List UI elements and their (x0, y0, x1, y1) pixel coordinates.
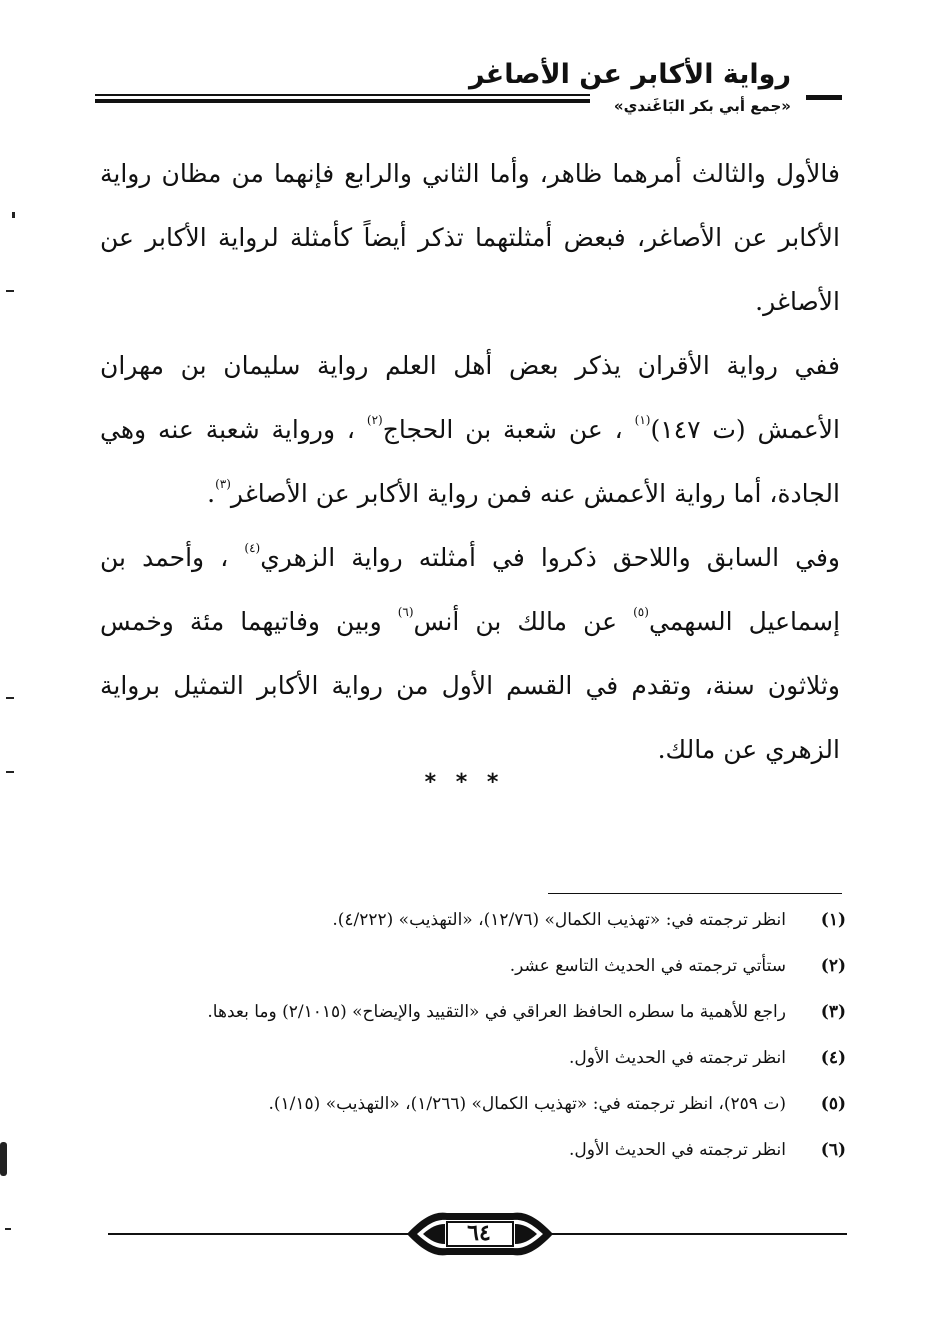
paragraph-2-part-c: ، ورواية شعبة عنه وهي الجادة، أما رواية الأعمش عنه فمن رواية الأكابر عن الأصاغر (100, 415, 840, 508)
footnote-text: ستأتي ترجمته في الحديث التاسع عشر. (509, 956, 786, 976)
footnote-number: (٦) (820, 1140, 846, 1160)
footnote-item (110, 910, 846, 956)
paragraph-3-part-a: وفي السابق واللاحق ذكروا في أمثلته رواية الزهري (260, 543, 841, 572)
scan-mark (12, 212, 15, 218)
footnote-number: (٥) (820, 1094, 846, 1114)
header-rule-thick (95, 99, 590, 103)
footnote-text: انظر ترجمته في الحديث الأول. (569, 1048, 786, 1068)
footnote-ref-6[interactable]: (٦) (397, 605, 414, 619)
footnote-rule (548, 893, 842, 894)
paragraph-2-part-a: ففي رواية الأقران يذكر بعض أهل العلم رواية سليمان بن مهران الأعمش (ت ١٤٧) (100, 351, 840, 444)
footnote-number: (١) (820, 910, 846, 930)
footnote-item (110, 1140, 846, 1186)
footnote-text: (ت ٢٥٩)، انظر ترجمته في: «تهذيب الكمال» (١/٢٦٦)، «التهذيب» (١/١٥). (268, 1094, 786, 1114)
footnote-ref-4[interactable]: (٤) (244, 541, 261, 555)
paragraph-3-part-b: ، وأحمد بن إسماعيل السهمي (100, 543, 841, 636)
paragraph-3-part-d: وبين وفاتيهما مئة وخمس وثلاثون سنة، وتقدم في القسم الأول من رواية الأكابر التمثيل برواية الزهري عن مالك. (100, 607, 840, 764)
footnote-item (110, 1094, 846, 1140)
scan-mark (0, 1142, 7, 1176)
paragraph-1: فالأول والثالث أمرهما ظاهر، وأما الثاني والرابع فإنهما من مظان رواية الأكابر عن الأصاغر، فبعض أمثلتهما تذكر أيضاً كأمثلة لرواية الأكابر عن الأصاغر. (100, 159, 840, 316)
footnote-number: (٤) (820, 1048, 846, 1068)
scan-mark (6, 771, 14, 773)
footnote-item (110, 956, 846, 1002)
footnote-item (110, 1048, 846, 1094)
running-header-title: رواية الأكابر عن الأصاغر (469, 59, 791, 90)
footnote-number: (٢) (820, 956, 846, 976)
section-separator: * * * (424, 770, 505, 795)
footnote-ref-3[interactable]: (٣) (215, 477, 231, 491)
page-number: ٦٤ (467, 1220, 491, 1246)
footnote-ref-2[interactable]: (٢) (366, 413, 383, 427)
footer-rule-right (540, 1233, 847, 1235)
running-header-subtitle: «جمع أبي بكر البَاغَندي» (613, 97, 791, 115)
paragraph-2 (100, 334, 840, 526)
paragraph-3 (100, 526, 840, 782)
scan-mark (6, 697, 14, 699)
footnote-text: انظر ترجمته في الحديث الأول. (569, 1140, 786, 1160)
footer-rule-left (108, 1233, 413, 1235)
paragraph-2-part-d: . (207, 479, 216, 508)
footnote-ref-5[interactable]: (٥) (633, 605, 649, 619)
scan-mark (5, 1228, 11, 1230)
footnote-text: انظر ترجمته في: «تهذيب الكمال» (١٢/٧٦)، «التهذيب» (٤/٢٢٢). (332, 910, 786, 930)
footnote-item (110, 1002, 846, 1048)
paragraph-2-part-b: ، عن شعبة بن الحجاج (382, 415, 623, 444)
footnote-text: راجع للأهمية ما سطره الحافظ العراقي في «التقييد والإيضاح» (٢/١٠١٥) وما بعدها. (207, 1002, 786, 1022)
main-text (100, 142, 840, 782)
header-rule-top (95, 94, 590, 96)
paragraph-3-part-c: عن مالك بن أنس (413, 607, 618, 636)
footnotes (110, 910, 846, 1186)
footnote-number: (٣) (820, 1002, 846, 1022)
header-rule-end-mark (806, 95, 842, 100)
footnote-ref-1[interactable]: (١) (634, 413, 651, 427)
scan-mark (6, 290, 14, 292)
